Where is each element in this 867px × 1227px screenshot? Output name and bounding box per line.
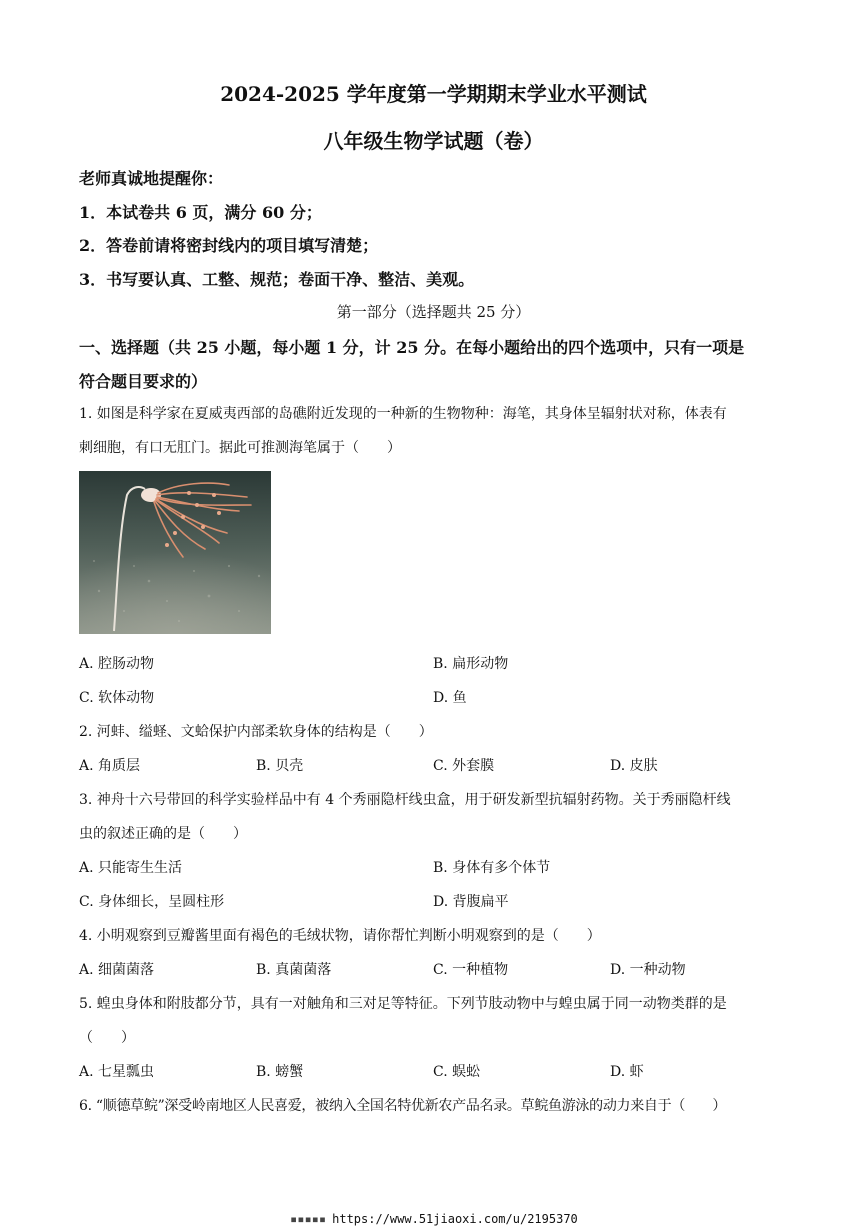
sea-pen-photo [79,471,271,634]
question-1-line1: 1. 如图是科学家在夏威夷西部的岛礁附近发现的一种新的生物物种：海笔，其身体呈辐射状对称，体表有 [79,406,727,422]
question-1-line2: 刺细胞，有口无肛门。据此可推测海笔属于（ ） [79,440,401,456]
question-3-option-d[interactable]: D. 背腹扁平 [433,894,509,910]
question-4-option-d[interactable]: D. 一种动物 [610,962,686,978]
section-heading-line2: 符合题目要求的） [79,372,208,391]
question-1-option-c[interactable]: C. 软体动物 [79,690,155,706]
question-5-option-a[interactable]: A. 七星瓢虫 [79,1064,155,1080]
part-heading: 第一部分（选择题共 25 分） [336,303,531,321]
question-1-option-a[interactable]: A. 腔肠动物 [79,656,155,672]
question-3-line1: 3. 神舟十六号带回的科学实验样品中有 4 个秀丽隐杆线虫盒，用于研发新型抗辐射药物。关于秀丽隐杆线 [79,792,731,808]
question-2-option-b[interactable]: B. 贝壳 [256,758,304,774]
notice-item: 1．本试卷共 6 页，满分 60 分； [79,203,322,222]
question-2-line1: 2. 河蚌、缢蛏、文蛤保护内部柔软身体的结构是（ ） [79,724,433,740]
footer-watermark [290,1212,578,1226]
question-6-line1: 6. “顺德草鲩”深受岭南地区人民喜爱，被纳入全国名特优新农产品名录。草鲩鱼游泳的动力来自于（ ） [79,1098,727,1114]
question-2-option-d[interactable]: D. 皮肤 [610,758,658,774]
footer-url[interactable]: https://www.51jiaoxi.com/u/2195370 [332,1212,578,1226]
question-3-line2: 虫的叙述正确的是（ ） [79,826,247,842]
question-3-option-c[interactable]: C. 身体细长，呈圆柱形 [79,894,225,910]
exam-subtitle: 八年级生物学试题（卷） [323,129,544,153]
notice-item: 2．答卷前请将密封线内的项目填写清楚； [79,236,379,255]
question-5-line1: 5. 蝗虫身体和附肢都分节，具有一对触角和三对足等特征。下列节肢动物中与蝗虫属于同一动物类群的是 [79,996,727,1012]
notice-heading: 老师真诚地提醒你： [79,169,224,188]
question-1-option-d[interactable]: D. 鱼 [433,690,467,706]
footer-prefix: ▪▪▪▪▪ [290,1212,327,1226]
question-5-option-b[interactable]: B. 螃蟹 [256,1064,304,1080]
question-4-line1: 4. 小明观察到豆瓣酱里面有褐色的毛绒状物，请你帮忙判断小明观察到的是（ ） [79,928,601,944]
exam-title: 2024-2025 学年度第一学期期末学业水平测试 [220,82,647,106]
question-5-option-d[interactable]: D. 虾 [610,1064,644,1080]
question-5-line2: （ ） [79,1030,135,1046]
question-4-option-b[interactable]: B. 真菌菌落 [256,962,332,978]
question-2-option-a[interactable]: A. 角质层 [79,758,141,774]
section-heading-line1: 一、选择题（共 25 小题，每小题 1 分，计 25 分。在每小题给出的四个选项中，只有一项是 [79,338,745,357]
notice-item: 3．书写要认真、工整、规范；卷面干净、整洁、美观。 [79,270,475,289]
sea-pen-illustration [79,471,271,634]
question-2-option-c[interactable]: C. 外套膜 [433,758,495,774]
question-5-option-c[interactable]: C. 蜈蚣 [433,1064,481,1080]
question-4-option-a[interactable]: A. 细菌菌落 [79,962,155,978]
question-3-option-a[interactable]: A. 只能寄生生活 [79,860,183,876]
question-1-option-b[interactable]: B. 扁形动物 [433,656,509,672]
question-3-option-b[interactable]: B. 身体有多个体节 [433,860,551,876]
question-4-option-c[interactable]: C. 一种植物 [433,962,509,978]
